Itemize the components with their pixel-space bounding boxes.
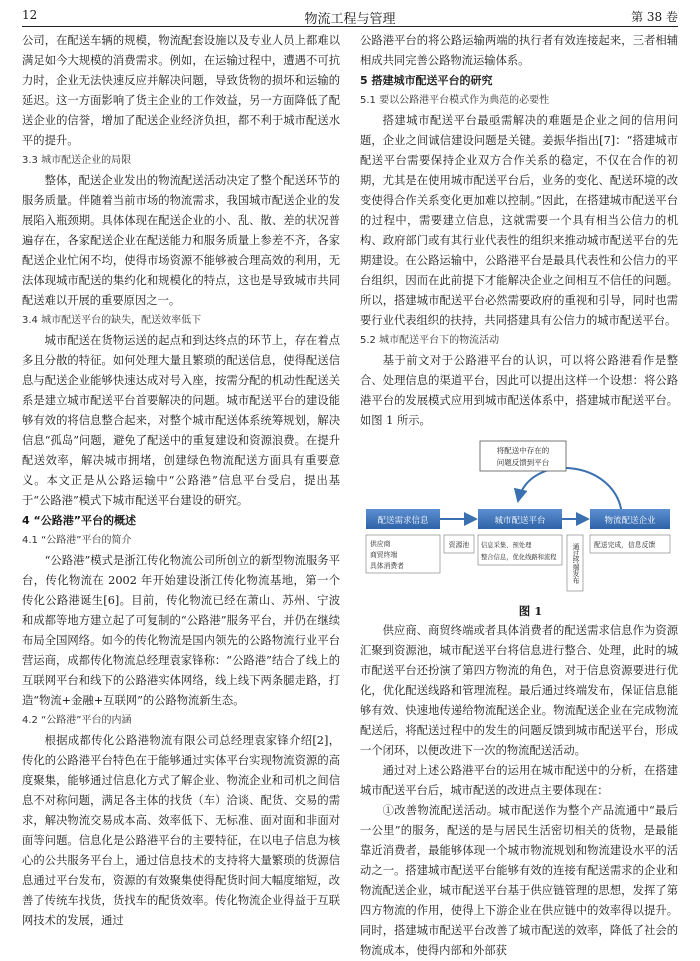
figure-1-diagram [360, 431, 678, 601]
subsection-heading: 5.2 城市配送平台下的物流活动 [360, 335, 500, 346]
paragraph: “公路港”模式是浙江传化物流公司所创立的新型物流服务平台，传化物流在 2002 年开始建设浙江传化物流基地，第一个传化公路港诞生[6]。目前，传化物流已经在萧山、苏州、宁波和成都等地方建立起了可复制的“公路港”服务平台，并仍在继续布局全国网络。如今的传化物流是国内领先的公路物流行业平台营运商，成都传化物流总经理袁家锋称：“公路港”结合了线上的互联网平台和线下的公路港实体网络，线上线下两条腿走路，打造“物流+金融+互联网”的公路物流新生态。 [22, 554, 340, 707]
section-heading: 5 搭建城市配送平台的研究 [360, 74, 493, 87]
platform-list-1: 信息采集、预处理 [481, 542, 532, 549]
paragraph: 根据成都传化公路港物流有限公司总经理袁家锋介绍[2]，传化的公路港平台特色在于能够通过实体平台实现物流资源的高度聚集，能够通过信息化方式了解企业、物流企业和司机之间信息不对称问题，满足各主体的找货（车）洽谈、配货、交易的需求，解决物流交易成本高、效率低下、无标准、面对面和非面对面等问题。信息化是公路港平台的主要特征，在以电子信息为核心的公共服务平台上，通过信息技术的支持将大量繁琐的货源信息通过平台发布，资源的有效聚集使得配货时间大幅度缩短，改善了传统车找货，货找车的配货效率。传化物流企业得益于互联网技术的发展，通过 [22, 734, 340, 927]
paragraph: 公司，在配送车辆的规模，物流配套设施以及专业人员上都难以满足如今大规模的消费需求。例如，在运输过程中，遭遇不可抗力时，企业无法快速反应并解决问题，导致货物的损坏和运输的延迟。这一方面影响了货主企业的工作效益，另一方面降低了配送企业的信誉，增加了配送企业经济负担，都不利于城市配送水平的提升。 [22, 34, 340, 147]
feedback-note-1: 将配送中存在的 [496, 446, 550, 455]
figure-caption: 图 1 [518, 604, 543, 618]
demand-list-1: 供应商 [370, 540, 391, 548]
subsection-heading: 3.3 城市配送企业的局限 [22, 155, 132, 166]
demand-list-2: 商贸终端 [370, 551, 398, 559]
page-header [22, 6, 678, 26]
paragraph: ①改善物流配送活动。城市配送作为整个产品流通中“最后一公里”的服务，配送的是与居民生活密切相关的货物，是最能靠近消费者，最能够体现一个城市物流规划和物流建设水平的活动之一。搭建城市配送平台能够有效的连接有配送需求的企业和物流配送企业，城市配送平台基于供应链管理的思想，发挥了第四方物流的作用，使得上下游企业在供应链中的效率得以提升。同时，搭建城市配送平台改善了城市配送的效率，降低了社会的物流成本，使得内部和外部获 [360, 804, 678, 957]
resource-pool-label: 资源池 [448, 541, 470, 549]
section-heading: 4 “公路港”平台的概述 [22, 514, 136, 527]
volume-label: 第 38 卷 [631, 10, 678, 24]
platform-box-label: 城市配送平台 [494, 516, 546, 526]
header-rule [22, 26, 678, 27]
paragraph: 城市配送在货物运送的起点和到达终点的环节上，存在着点多且分散的特征。如何处理大量且繁琐的配送信息，使得配送信息与配送企业能够快速达成对号入座，按需分配的机动性配送关系是建立城市配送平台首要解决的问题。城市配送平台的建设能够有效的将信息整合起来，对整个城市配送体系统筹规划，解决信息“孤岛”问题，避免了配送中的重复建设和资源浪费。在提升配送效率，解决城市拥堵，创建绿色物流配送方面具有重要意义。本文正是从公路运输中“公路港”信息平台受启，提出基于“公路港”模式下城市配送平台建设的研究。 [22, 334, 340, 507]
paragraph: 基于前文对于公路港平台的认识，可以将公路港看作是整合、处理信息的渠道平台，因此可以提出这样一个设想：将公路港平台的发展模式应用到城市配送体系中，搭建城市配送平台。如图 1 所示。 [360, 354, 678, 427]
demand-list-3: 具体消费者 [370, 562, 404, 570]
paragraph: 公路港平台的将公路运输两端的执行者有效连接起来，三者相辅相成共同完善公路物流运输体系。 [360, 34, 678, 67]
page-number: 12 [22, 8, 38, 22]
logistics-list-label: 配送完成，信息反馈 [594, 541, 656, 549]
platform-list-2: 整合信息，优化线路和流程 [481, 554, 557, 561]
subsection-heading: 4.1 “公路港”平台的简介 [22, 535, 132, 546]
demand-box-label: 配送需求信息 [377, 516, 429, 526]
feedback-note-2: 问题反馈到平台 [496, 458, 550, 467]
paragraph: 通过对上述公路港平台的运用在城市配送中的分析，在搭建城市配送平台后，城市配送的改进点主要体现在： [360, 764, 678, 797]
paragraph: 整体，配送企业发出的物流配送活动决定了整个配送环节的服务质量。伴随着当前市场的物流需求，我国城市配送企业的发展陷入瓶颈期。具体体现在配送企业的小、乱、散、差的状况普遍存在，各家配送企业在配送能力和服务质量上参差不齐，各家配送企业忙闲不均，使得市场资源不能够被合理高效的利用，无法体现城市配送的集约化和规模化的特点，这也是导致城市共同配送难以开展的重要原因之一。 [22, 174, 340, 307]
terminal-label: 通过终端发布 [571, 543, 579, 584]
paragraph: 搭建城市配送平台最亟需解决的难题是企业之间的信用问题，企业之间诚信建设问题是关键。姜振华指出[7]：“搭建城市配送平台需要保持企业双方合作关系的稳定，不仅在合作的初期，尤其是在使用城市配送平台后，业务的变化、配送环境的改变使得合作关系变化更加难以控制。”因此，在搭建城市配送平台的过程中，需要建立信息，这就需要一个具有相当公信力的机构、政府部门或有其行业代表性的组织来推动城市配送平台的先期建设。在公路运输中，公路港平台是最具代表性和公信力的平台组织，因而在此前提下才能解决企业之间相互不信任的问题。所以，搭建城市配送平台必然需要政府的重视和引导，同时也需要行业代表组织的扶持，共同搭建具有公信力的城市配送平台。 [360, 114, 678, 327]
logistics-box-label: 物流配送企业 [604, 516, 656, 526]
journal-title: 物流工程与管理 [304, 12, 396, 27]
paragraph: 供应商、商贸终端或者具体消费者的配送需求信息作为资源汇聚到资源池，城市配送平台将信息进行整合、处理，此时的城市配送平台还扮演了第四方物流的角色，对于信息资源要进行优化，优化配送线路和管理流程。最后通过终端发布，保证信息能够有效、快速地传递给物流配送企业。物流配送企业在完成物流配送后，将配送过程中的发生的问题反馈到城市配送平台，形成一个闭环，以便改进下一次的物流配送活动。 [360, 624, 678, 757]
left-column [22, 31, 340, 931]
subsection-heading: 4.2 “公路港”平台的内涵 [22, 715, 132, 726]
subsection-heading: 5.1 要以公路港平台模式作为典范的必要性 [360, 95, 550, 106]
subsection-heading: 3.4 城市配送平台的缺失，配送效率低下 [22, 315, 202, 326]
right-column [360, 31, 678, 961]
